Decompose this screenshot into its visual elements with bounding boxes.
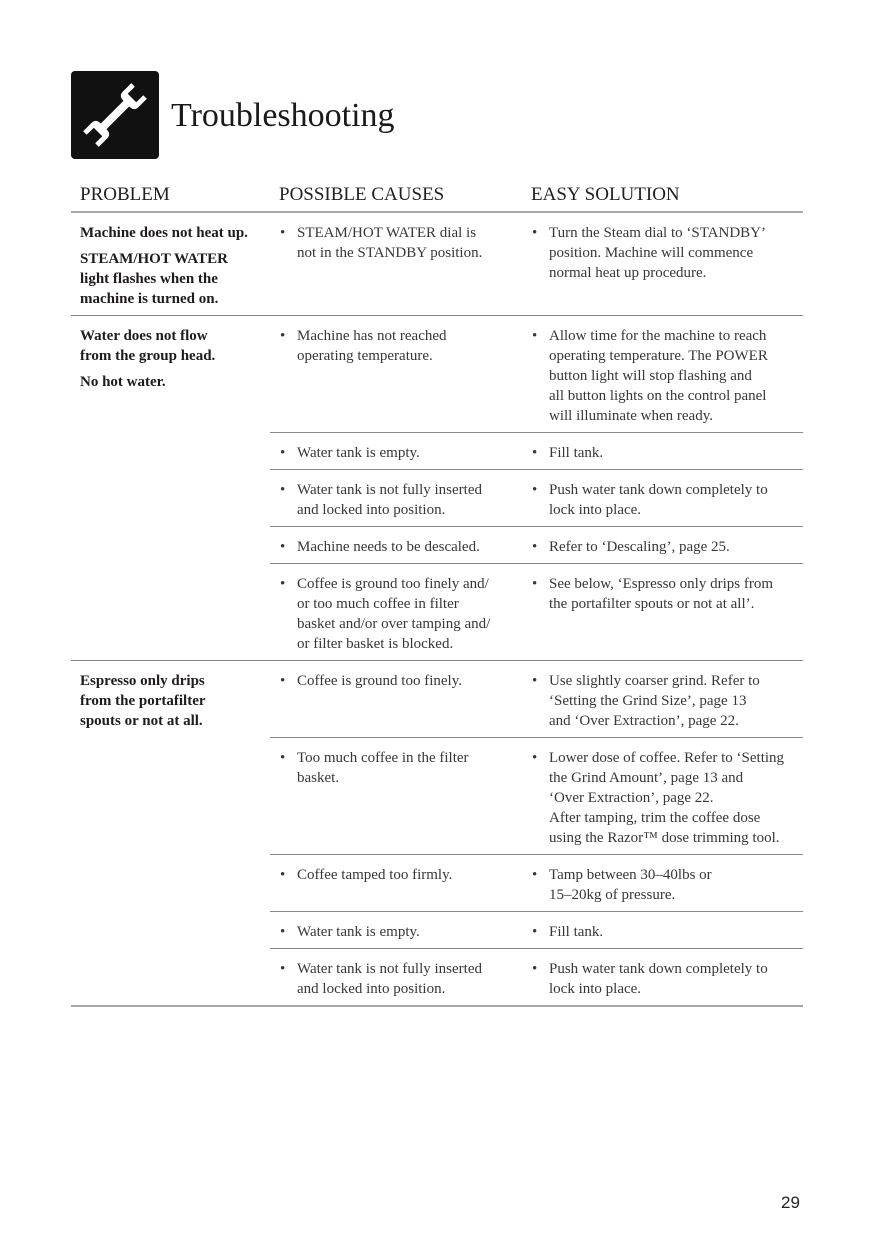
solution-cell (522, 316, 803, 432)
solution-text: Fill tank. (549, 924, 604, 940)
problem-group (71, 316, 803, 661)
bullet: • (280, 673, 286, 689)
bullet: • (280, 576, 286, 592)
solution-text: Refer to ‘Descaling’, page 25. (549, 539, 730, 555)
solution-text: Push water tank down completely to lock into place. (549, 482, 768, 518)
bullet: • (280, 539, 286, 555)
bullet: • (280, 445, 286, 461)
bullet: • (532, 961, 538, 977)
solution-text: Fill tank. (549, 445, 604, 461)
bullet: • (532, 328, 538, 344)
bullet: • (280, 961, 286, 977)
solution-text: Tamp between 30–40lbs or 15–20kg of pressure. (549, 867, 712, 903)
column-header-causes: POSSIBLE CAUSES (279, 184, 445, 205)
problem-cell (71, 213, 270, 315)
problem-text: Espresso only drips from the portafilter spouts or not at all. (80, 673, 206, 729)
page-title: Troubleshooting (171, 97, 395, 134)
solution-cell (522, 912, 803, 948)
cause-text: Coffee tamped too firmly. (297, 867, 453, 883)
bullet: • (532, 673, 538, 689)
table-row (270, 949, 803, 1005)
wrench-icon-box (71, 71, 159, 159)
solution-text: Use slightly coarser grind. Refer to ‘Setting the Grind Size’, page 13 and ‘Over Extraction’, page 22. (549, 673, 760, 729)
cause-cell (270, 855, 522, 911)
cause-cell (270, 912, 522, 948)
bullet: • (532, 445, 538, 461)
bullet: • (280, 225, 286, 241)
table-row (270, 213, 803, 289)
problem-text: Machine does not heat up. (80, 225, 248, 241)
cause-text: Too much coffee in the filter basket. (297, 750, 469, 786)
problem-group (71, 661, 803, 1007)
bullet: • (532, 539, 538, 555)
bullet: • (532, 225, 538, 241)
solution-cell (522, 433, 803, 469)
page-number: 29 (781, 1193, 800, 1212)
solution-cell (522, 527, 803, 563)
table-row (270, 316, 803, 433)
solution-cell (522, 564, 803, 660)
solution-cell (522, 855, 803, 911)
cause-cell (270, 433, 522, 469)
bullet: • (280, 867, 286, 883)
cause-cell (270, 316, 522, 432)
solution-cell (522, 949, 803, 1005)
column-header-problem: PROBLEM (80, 184, 170, 205)
cause-cell (270, 213, 522, 289)
bullet: • (532, 576, 538, 592)
cause-cell (270, 738, 522, 854)
cause-rows (270, 661, 803, 1005)
solution-text: Allow time for the machine to reach operating temperature. The POWER button light will stop flashing and all button lights on the control panel will illuminate when ready. (549, 328, 768, 424)
table-row (270, 564, 803, 660)
solution-text: Turn the Steam dial to ‘STANDBY’ position. Machine will commence normal heat up procedure. (549, 225, 766, 281)
column-header-solution: EASY SOLUTION (531, 184, 680, 205)
cause-text: Machine needs to be descaled. (297, 539, 480, 555)
solution-cell (522, 738, 803, 854)
cause-text: Water tank is not fully inserted and locked into position. (297, 961, 482, 997)
cause-rows (270, 213, 803, 315)
solution-cell (522, 470, 803, 526)
cause-cell (270, 661, 522, 737)
bullet: • (532, 482, 538, 498)
problem-cell (71, 661, 270, 1005)
cause-text: STEAM/HOT WATER dial is not in the STANDBY position. (297, 225, 483, 261)
cause-cell (270, 470, 522, 526)
bullet: • (532, 867, 538, 883)
cause-cell (270, 949, 522, 1005)
bullet: • (280, 924, 286, 940)
problem-text: Water does not flow from the group head. (80, 328, 216, 364)
bullet: • (280, 328, 286, 344)
cause-text: Coffee is ground too finely. (297, 673, 462, 689)
table-row (270, 912, 803, 949)
table-row (270, 738, 803, 855)
bullet: • (280, 750, 286, 766)
solution-text: Lower dose of coffee. Refer to ‘Setting the Grind Amount’, page 13 and ‘Over Extraction’, page 22. After tamping, trim the coffee dose using the Razor™ dose trimming tool. (549, 750, 785, 846)
problem-cell (71, 316, 270, 660)
cause-text: Water tank is not fully inserted and locked into position. (297, 482, 482, 518)
bullet: • (532, 750, 538, 766)
solution-cell (522, 661, 803, 737)
problem-text: STEAM/HOT WATER light flashes when the machine is turned on. (80, 251, 228, 307)
table-header-row (71, 182, 803, 213)
solution-cell (522, 213, 803, 289)
solution-text: See below, ‘Espresso only drips from the portafilter spouts or not at all’. (549, 576, 773, 612)
table-row (270, 470, 803, 527)
cause-rows (270, 316, 803, 660)
cause-text: Water tank is empty. (297, 924, 420, 940)
table-row (270, 855, 803, 912)
cause-text: Machine has not reached operating temperature. (297, 328, 447, 364)
bullet: • (532, 924, 538, 940)
cause-cell (270, 527, 522, 563)
bullet: • (280, 482, 286, 498)
table-row (270, 527, 803, 564)
cause-text: Coffee is ground too finely and/ or too much coffee in filter basket and/or over tamping and/ or filter basket is blocked. (297, 576, 491, 652)
cause-cell (270, 564, 522, 660)
table-row (270, 433, 803, 470)
problem-group (71, 213, 803, 316)
solution-text: Push water tank down completely to lock into place. (549, 961, 768, 997)
wrench-icon (71, 71, 159, 159)
troubleshooting-table (71, 182, 803, 1007)
table-row (270, 661, 803, 738)
cause-text: Water tank is empty. (297, 445, 420, 461)
problem-text: No hot water. (80, 374, 166, 390)
